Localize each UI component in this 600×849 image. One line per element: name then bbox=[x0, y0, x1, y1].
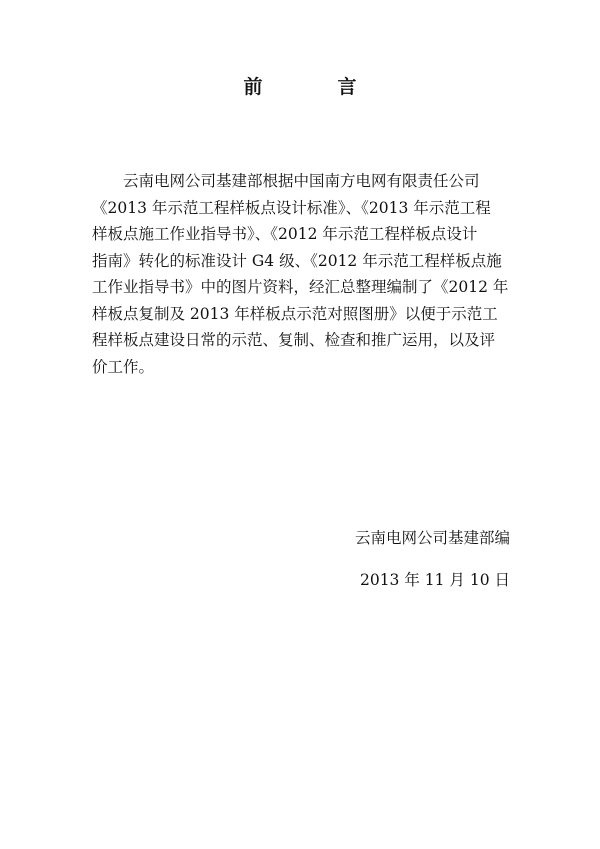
page-title: 前 言 bbox=[243, 76, 385, 98]
paragraph-line: 工作业指导书》中的图片资料，经汇总整理编制了《2012 年 bbox=[92, 278, 509, 296]
paragraph-line: 云南电网公司基建部根据中国南方电网有限责任公司 bbox=[123, 172, 480, 190]
document-date: 2013 年 11 月 10 日 bbox=[359, 571, 510, 589]
paragraph-line: 样板点复制及 2013 年样板点示范对照图册》以便于示范工 bbox=[92, 304, 498, 323]
paragraph-line: 程样板点建设日常的示范、复制、检查和推广运用，以及评 bbox=[92, 331, 496, 349]
author-signature: 云南电网公司基建部编 bbox=[354, 529, 510, 547]
preface-paragraph bbox=[92, 168, 512, 380]
paragraph-line: 价工作。 bbox=[92, 357, 155, 376]
paragraph-line: 《2013 年示范工程样板点设计标准》、《2013 年示范工程 bbox=[92, 198, 491, 217]
paragraph-line: 指南》转化的标准设计 G4 级、《2012 年示范工程样板点施 bbox=[92, 251, 502, 270]
paragraph-line: 样板点施工作业指导书》、《2012 年示范工程样板点设计 bbox=[92, 225, 478, 243]
